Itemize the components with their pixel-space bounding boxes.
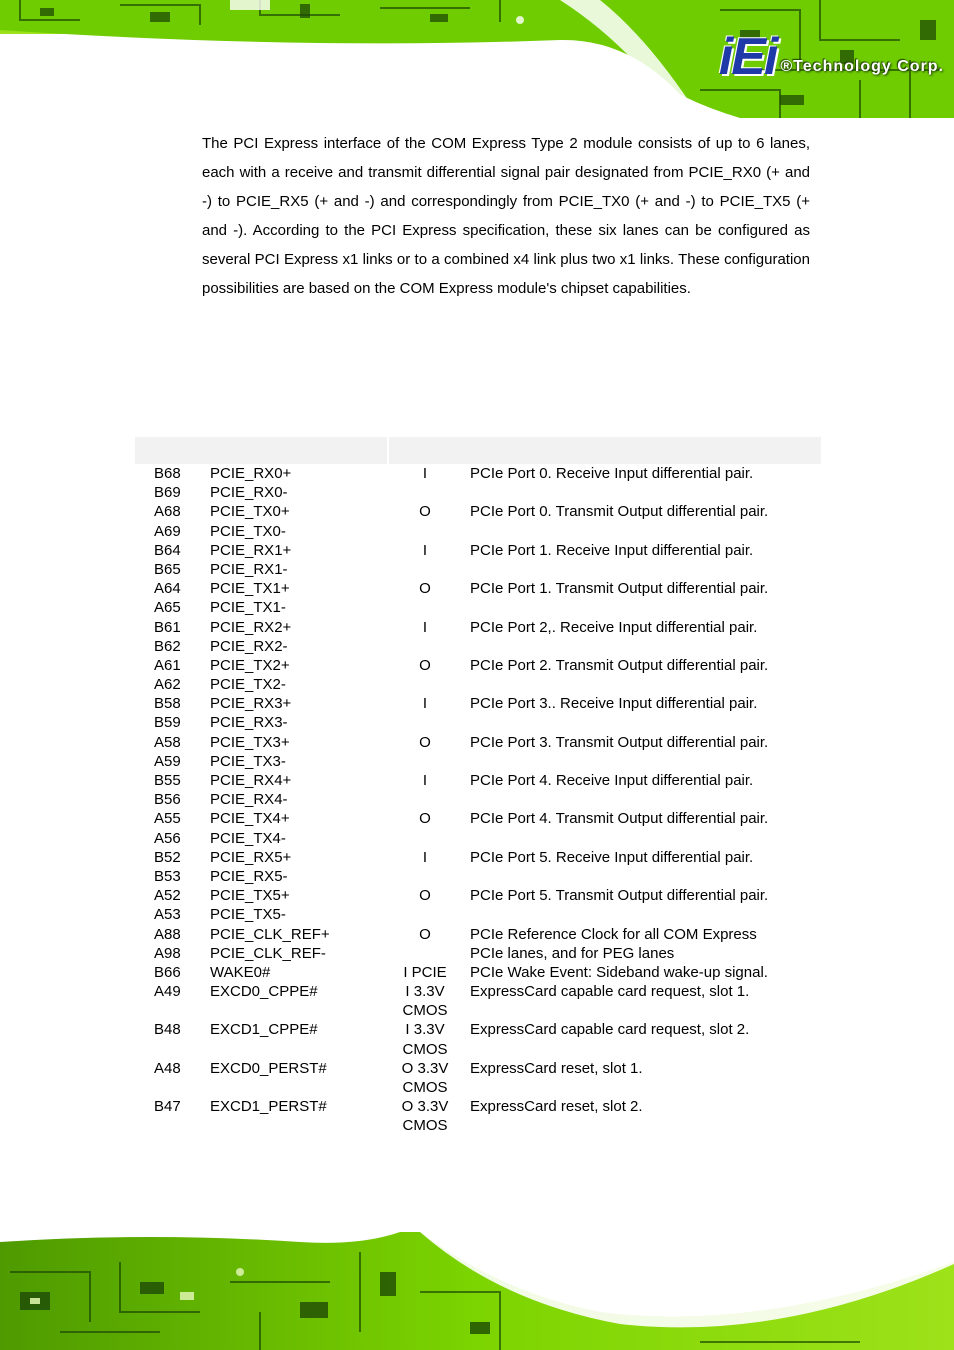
signal-cell: PCIE_RX1+ — [210, 541, 292, 559]
pin-cell: A69 — [154, 522, 181, 540]
io-cell: I — [422, 541, 428, 559]
table-row — [0, 925, 954, 944]
signal-cell: PCIE_RX0- — [210, 484, 288, 502]
table-row — [0, 541, 954, 560]
signal-cell: EXCD0_PERST# — [210, 1059, 327, 1077]
signal-cell: PCIE_CLK_REF+ — [210, 925, 330, 943]
pin-cell: A52 — [154, 887, 181, 905]
pin-cell: B69 — [154, 484, 181, 502]
footer-circuit-graphic — [0, 1232, 954, 1350]
table-row — [0, 579, 954, 598]
description-cell: ExpressCard reset, slot 2. — [470, 1098, 643, 1116]
table-row — [0, 886, 954, 905]
table-row — [0, 905, 954, 924]
io-cell: I PCIE — [403, 963, 447, 981]
signal-cell: PCIE_RX4- — [210, 791, 288, 809]
table-row — [0, 598, 954, 617]
table-row — [0, 694, 954, 713]
header-banner — [0, 0, 954, 118]
io-cell: CMOS — [402, 1002, 448, 1020]
io-cell: CMOS — [402, 1079, 448, 1096]
io-cell: O — [419, 887, 431, 905]
signal-cell: PCIE_RX3+ — [210, 695, 292, 713]
signal-cell: PCIE_TX0- — [210, 522, 286, 540]
pin-cell: A58 — [154, 733, 181, 751]
io-cell: I — [422, 695, 428, 713]
signal-cell: EXCD1_PERST# — [210, 1098, 327, 1116]
io-cell: I — [422, 848, 428, 866]
pin-table — [0, 464, 954, 1136]
table-row — [0, 1040, 954, 1059]
signal-cell: PCIE_TX1- — [210, 599, 286, 617]
pin-cell: B68 — [154, 465, 181, 482]
table-row — [0, 522, 954, 541]
pin-cell: A61 — [154, 656, 181, 674]
table-row — [0, 1078, 954, 1097]
description-cell: PCIe Wake Event: Sideband wake-up signal. — [470, 963, 768, 981]
pin-cell: B64 — [154, 541, 181, 559]
table-row — [0, 867, 954, 886]
table-row — [0, 829, 954, 848]
table-row — [0, 1020, 954, 1039]
signal-cell: PCIE_RX2+ — [210, 618, 292, 636]
pin-cell: A48 — [154, 1059, 181, 1077]
pin-cell: B61 — [154, 618, 181, 636]
table-row — [0, 1059, 954, 1078]
pin-cell: A56 — [154, 829, 181, 847]
table-row — [0, 1116, 954, 1135]
signal-cell: PCIE_TX0+ — [210, 503, 290, 521]
table-row — [0, 675, 954, 694]
pin-cell: B66 — [154, 963, 181, 981]
io-cell: O — [419, 503, 431, 521]
signal-cell: PCIE_RX1- — [210, 560, 288, 578]
table-row — [0, 618, 954, 637]
description-cell: PCIe Port 0. Receive Input differential pair. — [470, 465, 754, 482]
io-cell: I — [422, 465, 428, 482]
io-cell: O — [419, 580, 431, 598]
footer-banner — [0, 1232, 954, 1350]
table-row — [0, 560, 954, 579]
pin-cell: A65 — [154, 599, 181, 617]
table-header — [135, 437, 821, 464]
pin-cell: B56 — [154, 791, 181, 809]
pin-cell: B48 — [154, 1021, 181, 1039]
table-row — [0, 1001, 954, 1020]
signal-cell: PCIE_TX3+ — [210, 733, 290, 751]
signal-cell: PCIE_TX3- — [210, 752, 286, 770]
table-header-cell-1 — [135, 437, 387, 464]
signal-cell: PCIE_TX1+ — [210, 580, 290, 598]
description-cell: PCIe Port 5. Receive Input differential pair. — [470, 848, 754, 866]
signal-cell: PCIE_RX2- — [210, 637, 288, 655]
pin-cell: B47 — [154, 1098, 181, 1116]
description-cell: PCIe Reference Clock for all COM Express — [470, 925, 757, 943]
pin-cell: A55 — [154, 810, 181, 828]
description-cell: PCIe Port 1. Transmit Output differential pair. — [470, 580, 769, 598]
intro-paragraph: The PCI Express interface of the COM Express Type 2 module consists of up to 6 lanes, each with a receive and transmit differential signal pair designated from PCIE_RX0 (+ and -) to PCIE_RX5 (+ and -) and correspondingly from PCIE_TX0 (+ and -) to PCIE_TX5 (+ and -). According to the PCI Express specification, these six lanes can be configured as several PCI Express x1 links or to a combined x4 link plus two x1 links. These configuration possibilities are based on the COM Express module's chipset capabilities. — [202, 135, 810, 297]
table-row — [0, 982, 954, 1001]
signal-cell: PCIE_TX2+ — [210, 656, 290, 674]
io-cell: I — [422, 618, 428, 636]
company-logo — [718, 28, 944, 86]
table-row — [0, 1097, 954, 1116]
logo-company-name: ®Technology Corp. — [780, 58, 944, 75]
table-row — [0, 771, 954, 790]
io-cell: O — [419, 733, 431, 751]
signal-cell: PCIE_RX0+ — [210, 465, 292, 482]
io-cell: O — [419, 656, 431, 674]
table-row — [0, 790, 954, 809]
signal-cell: PCIE_RX5- — [210, 867, 288, 885]
description-cell: PCIe lanes, and for PEG lanes — [470, 944, 675, 962]
table-row — [0, 848, 954, 867]
table-row — [0, 637, 954, 656]
signal-cell: EXCD0_CPPE# — [210, 983, 318, 1001]
pin-cell: B65 — [154, 560, 181, 578]
pin-cell: A64 — [154, 580, 181, 598]
io-cell: CMOS — [402, 1040, 448, 1058]
signal-cell: PCIE_TX4- — [210, 829, 286, 847]
description-cell: ExpressCard capable card request, slot 2. — [470, 1021, 750, 1039]
io-cell: O — [419, 810, 431, 828]
signal-cell: PCIE_CLK_REF- — [210, 944, 326, 962]
description-cell: PCIe Port 4. Receive Input differential pair. — [470, 772, 754, 789]
pin-cell: A88 — [154, 925, 181, 943]
table-header-cell-2 — [389, 437, 821, 464]
pin-cell: B58 — [154, 695, 181, 713]
pin-cell: B52 — [154, 848, 181, 866]
pin-cell: A49 — [154, 983, 181, 1001]
signal-cell: PCIE_TX5+ — [210, 887, 290, 905]
pin-cell: A98 — [154, 944, 181, 962]
io-cell: I — [422, 772, 428, 789]
signal-cell: PCIE_TX5- — [210, 906, 286, 924]
io-cell: O — [419, 925, 431, 943]
description-cell: PCIe Port 2,. Receive Input differential pair. — [470, 618, 758, 636]
table-row — [0, 809, 954, 828]
pin-cell: A62 — [154, 676, 181, 694]
pin-cell: B62 — [154, 637, 181, 655]
signal-cell: PCIE_TX4+ — [210, 810, 290, 828]
pin-cell: A53 — [154, 906, 181, 924]
description-cell: PCIe Port 5. Transmit Output differential pair. — [470, 887, 769, 905]
pin-cell: B59 — [154, 714, 181, 732]
table-row — [0, 483, 954, 502]
signal-cell: PCIE_RX3- — [210, 714, 288, 732]
description-cell: PCIe Port 1. Receive Input differential pair. — [470, 541, 754, 559]
table-row — [0, 752, 954, 771]
io-cell: O 3.3V — [401, 1059, 449, 1077]
signal-cell: PCIE_TX2- — [210, 676, 286, 694]
table-row — [0, 464, 954, 483]
io-cell: I 3.3V — [405, 1021, 445, 1039]
io-cell: CMOS — [402, 1117, 448, 1135]
table-row — [0, 656, 954, 675]
pin-cell: B53 — [154, 867, 181, 885]
signal-cell: WAKE0# — [210, 963, 271, 981]
pin-cell: A59 — [154, 752, 181, 770]
table-row — [0, 733, 954, 752]
description-cell: ExpressCard capable card request, slot 1. — [470, 983, 750, 1001]
table-row — [0, 713, 954, 732]
pin-cell: B55 — [154, 772, 181, 789]
description-cell: PCIe Port 2. Transmit Output differential pair. — [470, 656, 769, 674]
pin-cell: A68 — [154, 503, 181, 521]
table-row — [0, 502, 954, 521]
logo-mark: iEi — [718, 28, 777, 86]
signal-cell: EXCD1_CPPE# — [210, 1021, 318, 1039]
description-cell: PCIe Port 3. Transmit Output differential pair. — [470, 733, 769, 751]
description-cell: PCIe Port 4. Transmit Output differential pair. — [470, 810, 769, 828]
table-row — [0, 944, 954, 963]
description-cell: PCIe Port 0. Transmit Output differential pair. — [470, 503, 769, 521]
description-cell: ExpressCard reset, slot 1. — [470, 1059, 643, 1077]
description-cell: PCIe Port 3.. Receive Input differential pair. — [470, 695, 758, 713]
signal-cell: PCIE_RX4+ — [210, 772, 292, 789]
io-cell: O 3.3V — [401, 1098, 449, 1116]
table-row — [0, 963, 954, 982]
io-cell: I 3.3V — [405, 983, 445, 1001]
signal-cell: PCIE_RX5+ — [210, 848, 292, 866]
